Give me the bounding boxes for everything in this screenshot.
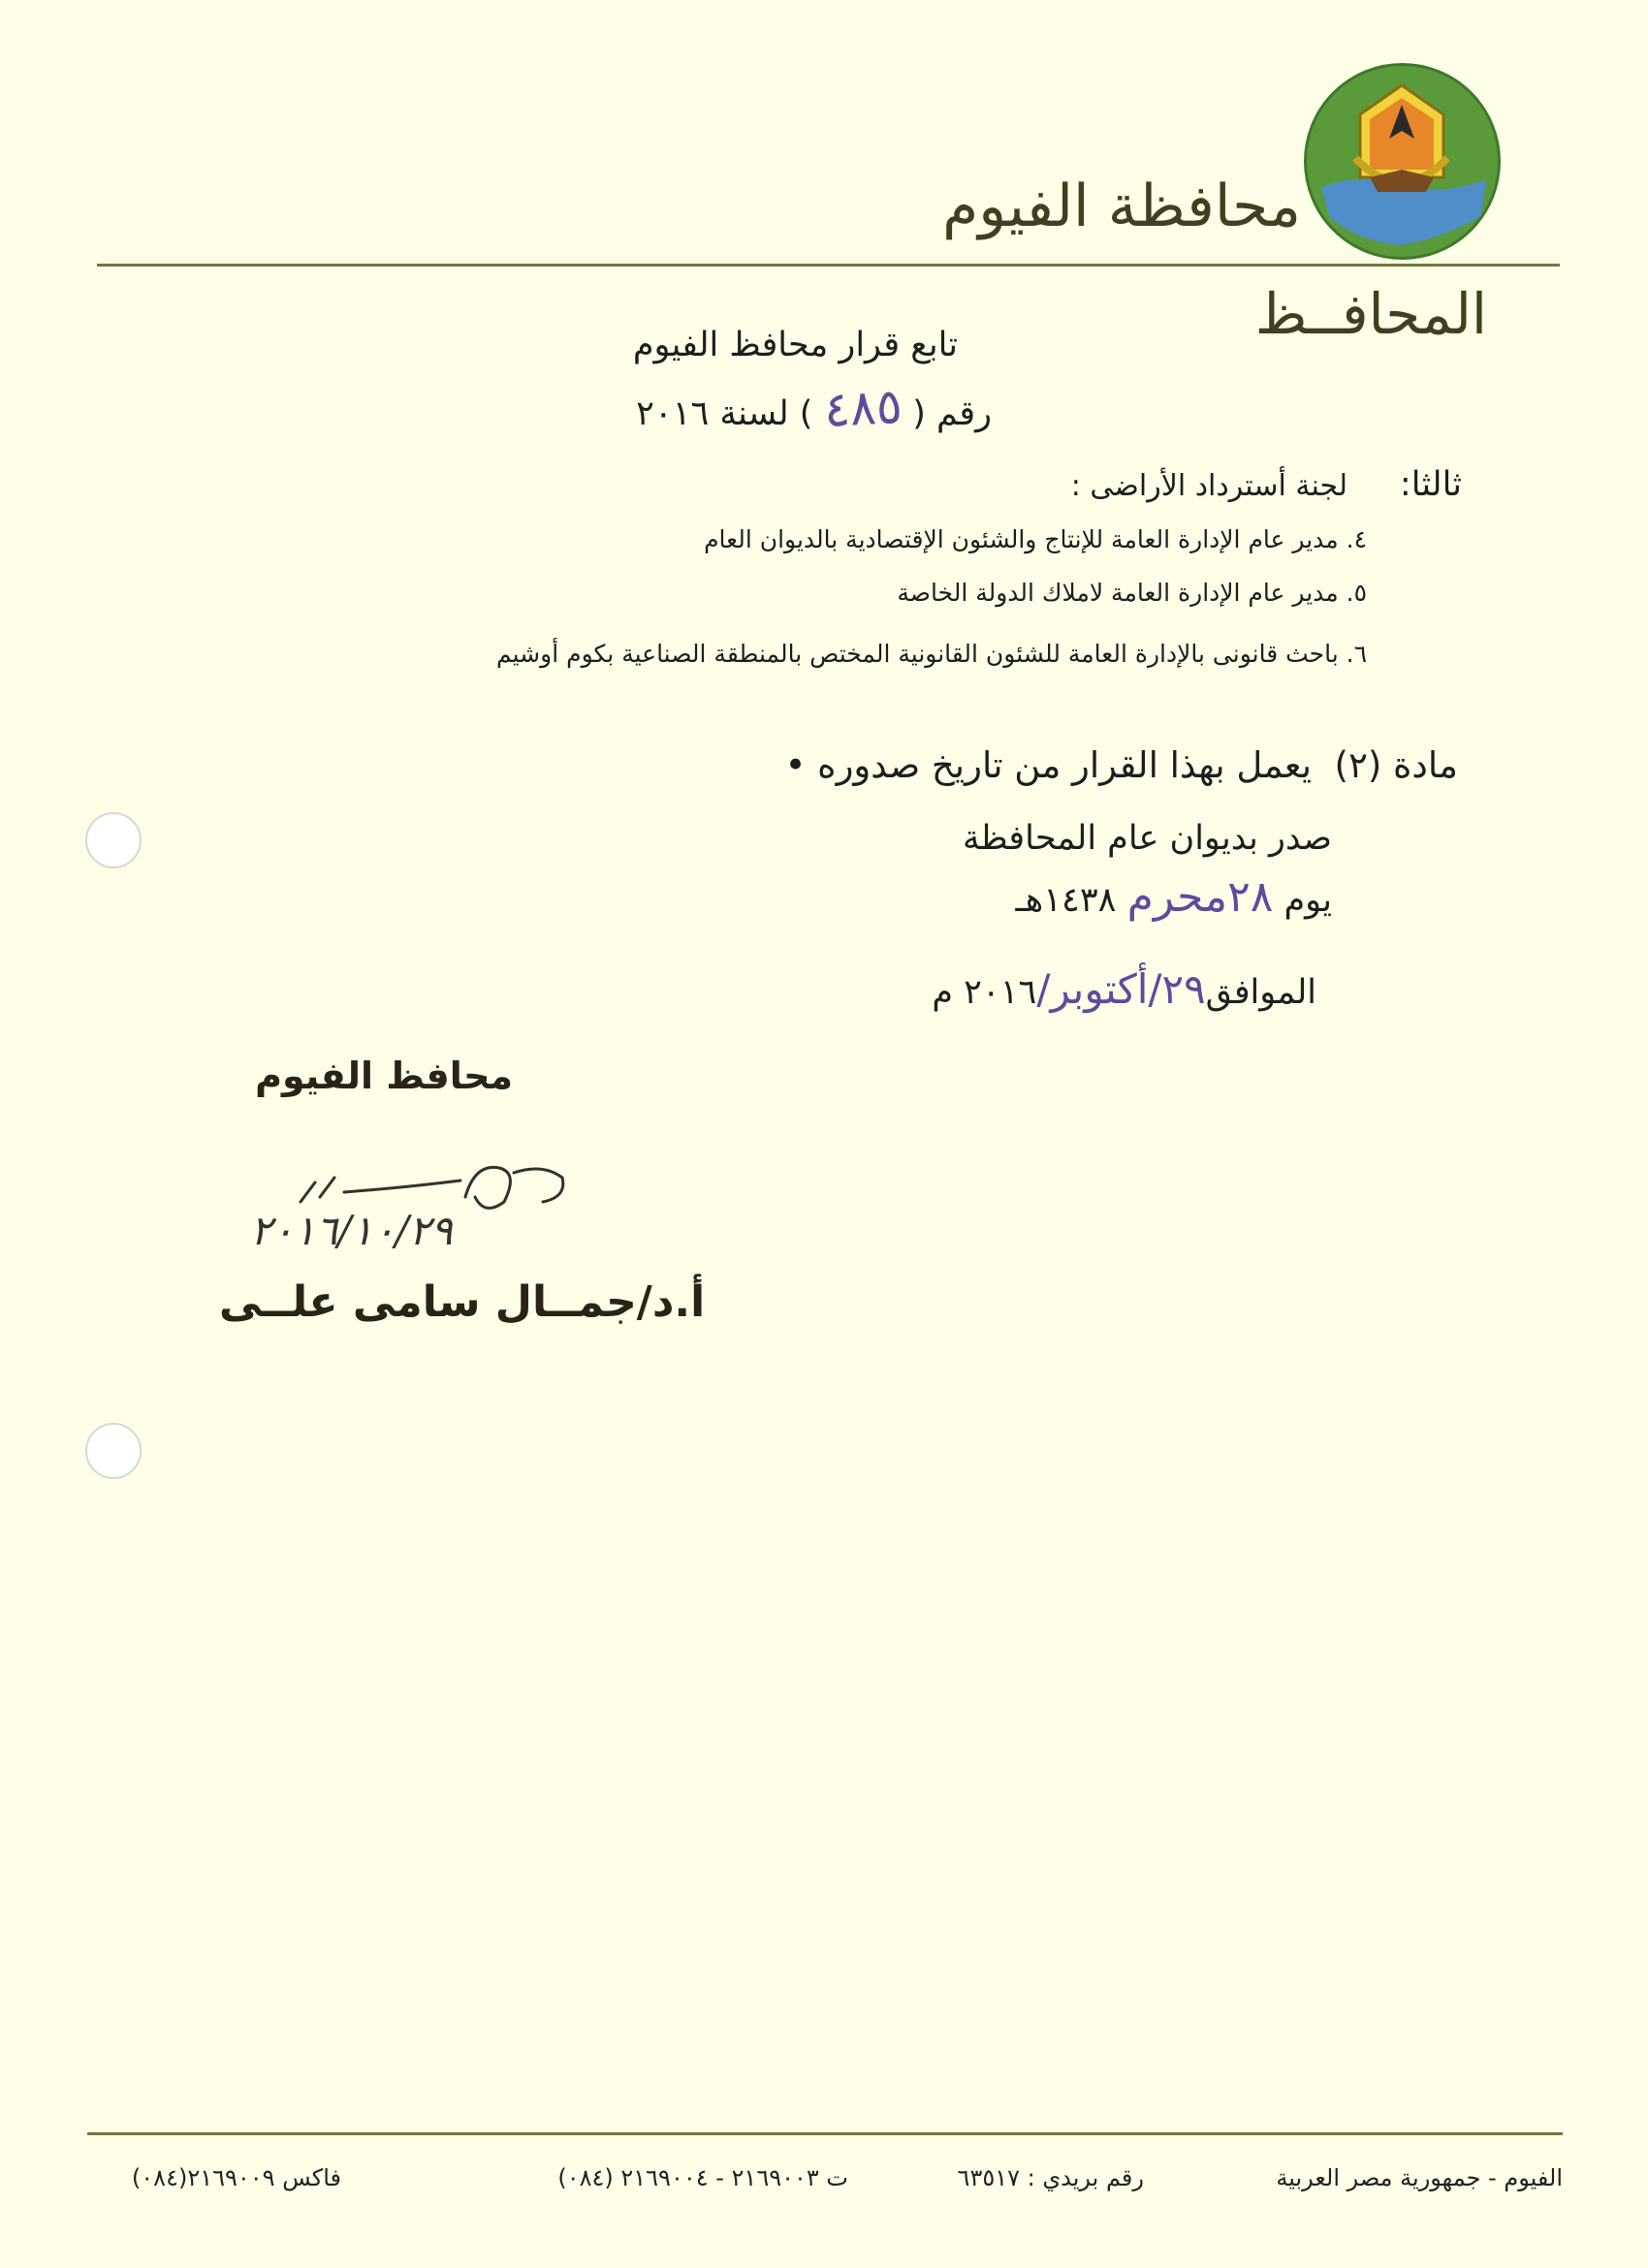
section-heading: لجنة أسترداد الأراضى : bbox=[1070, 469, 1347, 503]
article-2 bbox=[785, 744, 1458, 786]
decree-number-line bbox=[636, 377, 992, 439]
office-title: المحافــظ bbox=[1254, 281, 1487, 347]
gregorian-prefix: الموافق bbox=[1205, 973, 1316, 1012]
hijri-suffix: ١٤٣٨هـ bbox=[1015, 881, 1117, 920]
hijri-date bbox=[1016, 872, 1332, 922]
signatory-name: أ.د/جمــال سامى علــى bbox=[219, 1277, 706, 1327]
gregorian-suffix: ٢٠١٦ م bbox=[932, 973, 1037, 1012]
signature-date: ٢٠١٦/١٠/٢٩ bbox=[250, 1207, 453, 1254]
committee-member-item: ٦. باحث قانونى بالإدارة العامة للشئون القانونية المختص بالمنطقة الصناعية بكوم أوشيم bbox=[496, 640, 1367, 668]
footer-telephone: ت ٢١٦٩٠٠٣ - ٢١٦٩٠٠٤ (٠٨٤) bbox=[557, 2164, 848, 2191]
decree-reference-title: تابع قرار محافظ الفيوم bbox=[632, 326, 958, 364]
organization-name: محافظة الفيوم bbox=[942, 173, 1301, 240]
governorate-logo bbox=[1302, 61, 1503, 262]
decree-number-handwritten: ٤٨٥ bbox=[822, 377, 903, 439]
footer-divider bbox=[87, 2132, 1563, 2135]
article-text: يعمل بهذا القرار من تاريخ صدوره • bbox=[784, 744, 1312, 786]
signatory-title: محافظ الفيوم bbox=[255, 1055, 513, 1097]
footer-postal-code: رقم بريدي : ٦٣٥١٧ bbox=[957, 2164, 1144, 2191]
footer-fax: فاكس ٢١٦٩٠٠٩(٠٨٤) bbox=[131, 2164, 341, 2191]
article-label: مادة (٢) bbox=[1334, 744, 1458, 786]
committee-member-item: ٤. مدير عام الإدارة العامة للإنتاج والشئون الإقتصادية بالديوان العام bbox=[704, 525, 1367, 553]
footer-address: الفيوم - جمهورية مصر العربية bbox=[1276, 2164, 1563, 2191]
issued-at: صدر بديوان عام المحافظة bbox=[962, 819, 1332, 858]
punch-hole bbox=[85, 812, 142, 868]
hijri-prefix: يوم bbox=[1284, 881, 1332, 920]
hijri-handwritten: ٢٨محرم bbox=[1126, 872, 1274, 922]
gregorian-handwritten: ٢٩/أكتوبر/ bbox=[1036, 965, 1206, 1013]
gregorian-date bbox=[932, 965, 1316, 1013]
header-divider bbox=[97, 264, 1560, 267]
decree-number-suffix: ) لسنة ٢٠١٦ bbox=[636, 394, 813, 433]
decree-number-prefix: رقم ( bbox=[912, 394, 992, 433]
committee-member-item: ٥. مدير عام الإدارة العامة لاملاك الدولة الخاصة bbox=[897, 579, 1367, 607]
section-label: ثالثا: bbox=[1399, 465, 1462, 504]
punch-hole bbox=[85, 1423, 142, 1479]
